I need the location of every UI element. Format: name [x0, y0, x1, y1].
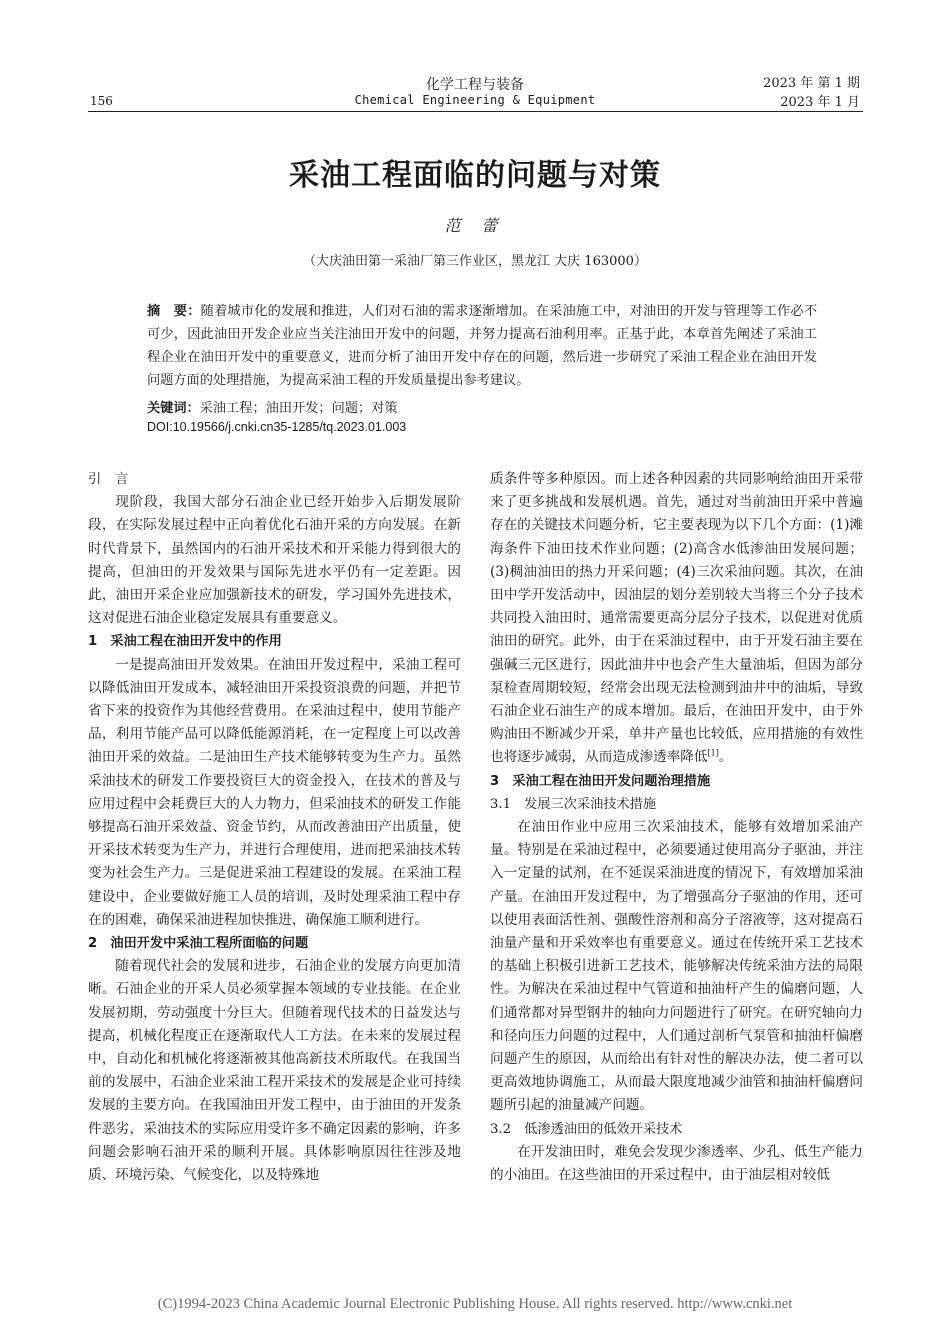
article-title: 采油工程面临的问题与对策 — [289, 158, 661, 193]
issue-date: 2023 年 1 月 — [780, 95, 860, 110]
paragraph: 现阶段，我国大部分石油企业已经开始步入后期发展阶段，在实际发展过程中正向着优化石油开采的方向发展。在新时代背景下，虽然国内的石油开采技术和开采能力得到很大的提高，但油田的开发效果与国际先进水平仍有一定差距。因此，油田开采企业应加强新技术的研发，学习国外先进技术，这对促进石油企业稳定发展具有重要意义。 — [88, 494, 461, 627]
abstract — [147, 300, 817, 392]
paragraph-continued — [490, 468, 863, 770]
paragraph: 一是提高油田开发效果。在油田开发过程中，采油工程可以降低油田开发成本，减轻油田开采投资浪费的问题，并把节省下来的投资作为其他经营费用。在采油过程中，使用节能产品，利用节能产品可以降低能源消耗，在一定程度上可以改善油田开采的效益。二是油田生产技术能够转变为生产力。虽然采油技术的研发工作要投资巨大的资金投入，在技术的普及与应用过程中会耗费巨大的人力物力，但采油技术的研发工作能够提高石油开采效益、资金节约，从而改善油田产出质量，使开采技术转变为生产力，并进行合理使用，进而把采油技术转变为社会生产力。三是促进采油工程建设的发展。在采油工程建设中，企业要做好施工人员的培训，及时处理采油工程中存在的困难，确保采油进程加快推进，确保施工顺利进行。 — [88, 656, 461, 928]
abstract-label: 摘 要： — [147, 304, 201, 319]
subsection-heading-3-2: 3.2 低渗透油田的低效开采技术 — [490, 1121, 683, 1137]
keywords — [147, 397, 398, 416]
keywords-text: 采油工程；油田开发；问题；对策 — [199, 401, 398, 416]
page-number: 156 — [90, 94, 113, 108]
copyright-footer: (C)1994-2023 China Academic Journal Electronic Publishing House. All rights reserved. http://www.cnki.net — [157, 1296, 793, 1312]
section-heading-3: 3 采油工程在油田开发问题治理措施 — [490, 773, 711, 789]
section-heading-intro: 引言 — [88, 472, 143, 487]
affiliation: （大庆油田第一采油厂第三作业区，黑龙江 大庆 163000） — [303, 254, 647, 269]
section-heading-1: 1 采油工程在油田开发中的作用 — [88, 634, 282, 650]
left-column — [88, 468, 461, 1187]
journal-title-en: Chemical Engineering & Equipment — [354, 93, 596, 107]
journal-title-cn: 化学工程与装备 — [426, 77, 524, 93]
author: 范 蕾 — [444, 216, 506, 235]
doi: DOI:10.19566/j.cnki.cn35-1285/tq.2023.01.003 — [147, 420, 407, 434]
paragraph: 在开发油田时，难免会发现少渗透率、少孔、低生产能力的小油田。在这些油田的开采过程中，由于油层相对较低 — [490, 1143, 863, 1184]
issue-number: 2023 年 第 1 期 — [763, 76, 860, 91]
abstract-text: 随着城市化的发展和推进，人们对石油的需求逐渐增加。在采油施工中，对油田的开发与管理等工作必不可少，因此油田开发企业应当关注油田开发中的问题，并努力提高石油利用率。正基于此，本章首先阐述了采油工程企业在油田开发中的重要意义，进而分析了油田开发中存在的问题，然后进一步研究了采油工程企业在油田开发问题方面的处理措施，为提高采油工程的开发质量提出参考建议。 — [147, 304, 818, 388]
right-column — [490, 468, 863, 1187]
subsection-heading-3-1: 3.1 发展三次采油技术措施 — [490, 796, 657, 812]
issue-info — [763, 74, 860, 112]
header-rule — [88, 111, 863, 112]
paragraph: 随着现代社会的发展和进步，石油企业的发展方向更加清晰。石油企业的开采人员必须掌握本领域的专业技能。在企业发展初期，劳动强度十分巨大。但随着现代技术的日益发达与提高，机械化程度正在逐渐取代人工方法。在未来的发展过程中，自动化和机械化将逐渐被其他高新技术所取代。在我国当前的发展中，石油企业采油工程开采技术的发展是企业可持续发展的主要方向。在我国油田开发工程中，由于油田的开发条件恶劣，采油技术的实际应用受许多不确定因素的影响，许多问题会影响石油开采的顺利开展。具体影响原因往往涉及地质、环境污染、气候变化，以及特殊地 — [88, 958, 461, 1184]
paragraph-end: 。 — [718, 749, 733, 766]
keywords-label: 关键词： — [147, 401, 200, 416]
section-heading-2: 2 油田开发中采油工程所面临的问题 — [88, 936, 309, 952]
paragraph: 在油田作业中应用三次采油技术，能够有效增加采油产量。特别是在采油过程中，必须要通过使用高分子驱油，并注入一定量的试剂，在不延误采油进度的情况下，有效增加采油产量。在油田开发过程中，为了增强高分子驱油的作用，还可以使用表面活性剂、强酸性溶剂和高分子溶液等，这对提高石油量产量和开采效率也有重要意义。通过在传统开采工艺技术的基础上积极引进新工艺技术，能够解决传统采油方法的局限性。为解决在采油过程中气管道和抽油杆产生的偏磨问题，人们通常都对异型钢井的轴向力问题进行了研究。在研究轴向力和径向压力问题的过程中，人们通过剖析气泵管和抽油杆偏磨问题产生的原因，从而给出有针对性的解决办法，使二者可以更高效地协调施工，从而最大限度地减少油管和抽油杆偏磨问题所引起的油量减产问题。 — [490, 819, 863, 1114]
citation-ref: [1] — [707, 748, 719, 758]
paragraph-text: 质条件等多种原因。而上述各种因素的共同影响给油田开采带来了更多挑战和发展机遇。首先，通过对当前油田开采中普遍存在的关键技术问题分析，它主要表现为以下几个方面：(1)滩海条件下油田技术作业问题；(2)高含水低渗油田发展问题；(3)稠油油田的热力开采问题；(4)三次采油问题。其次，在油田中学开发活动中，因油层的划分差别较大当将三个分子技术共同投入油田时，通常需要更高分层分子技术，以促进对优质油田的研究。此外，由于在采油过程中，由于开发石油主要在强碱三元区进行，因此油井中也会产生大量油垢，但因为部分泵检查周期较短，经常会出现无法检测到油井中的油垢，导致石油企业石油生产的成本增加。最后，在油田开发中，由于外购油田不断减少开采，单井产量也比较低，应用措施的有效性也将逐步减弱，从而造成渗透率降低 — [490, 471, 863, 766]
